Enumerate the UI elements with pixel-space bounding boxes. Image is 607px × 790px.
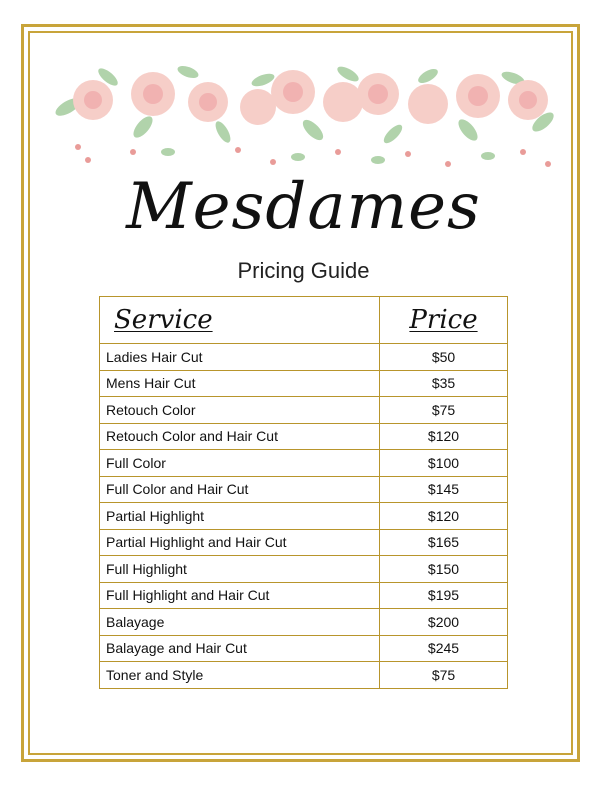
table-row: [100, 662, 508, 689]
service-price: $50: [380, 344, 508, 371]
page-title: Mesdames: [126, 170, 481, 244]
pricing-table: [99, 296, 508, 689]
table-header-row: [100, 297, 508, 344]
service-price: $120: [380, 423, 508, 450]
floral-garland-icon: [48, 52, 560, 177]
service-name: Balayage and Hair Cut: [100, 635, 380, 662]
table-row: [100, 476, 508, 503]
price-column-header: Price: [380, 297, 508, 344]
service-price: $200: [380, 609, 508, 636]
service-name: Partial Highlight and Hair Cut: [100, 529, 380, 556]
table-row: [100, 635, 508, 662]
service-name: Full Highlight and Hair Cut: [100, 582, 380, 609]
service-price: $195: [380, 582, 508, 609]
service-price: $145: [380, 476, 508, 503]
table-row: [100, 503, 508, 530]
service-price: $120: [380, 503, 508, 530]
service-price: $165: [380, 529, 508, 556]
service-name: Ladies Hair Cut: [100, 344, 380, 371]
service-name: Toner and Style: [100, 662, 380, 689]
service-name: Partial Highlight: [100, 503, 380, 530]
table-row: [100, 556, 508, 583]
service-column-header: Service: [100, 297, 380, 344]
table-row: [100, 397, 508, 424]
table-row: [100, 370, 508, 397]
table-row: [100, 609, 508, 636]
table-row: [100, 450, 508, 477]
table-row: [100, 423, 508, 450]
service-price: $35: [380, 370, 508, 397]
service-price: $245: [380, 635, 508, 662]
service-price: $150: [380, 556, 508, 583]
page-subtitle: Pricing Guide: [237, 258, 370, 283]
service-price: $75: [380, 397, 508, 424]
service-name: Retouch Color: [100, 397, 380, 424]
service-name: Full Color: [100, 450, 380, 477]
service-price: $75: [380, 662, 508, 689]
service-name: Full Highlight: [100, 556, 380, 583]
service-name: Full Color and Hair Cut: [100, 476, 380, 503]
service-name: Balayage: [100, 609, 380, 636]
table-row: [100, 344, 508, 371]
service-price: $100: [380, 450, 508, 477]
service-name: Mens Hair Cut: [100, 370, 380, 397]
table-row: [100, 582, 508, 609]
table-row: [100, 529, 508, 556]
service-name: Retouch Color and Hair Cut: [100, 423, 380, 450]
